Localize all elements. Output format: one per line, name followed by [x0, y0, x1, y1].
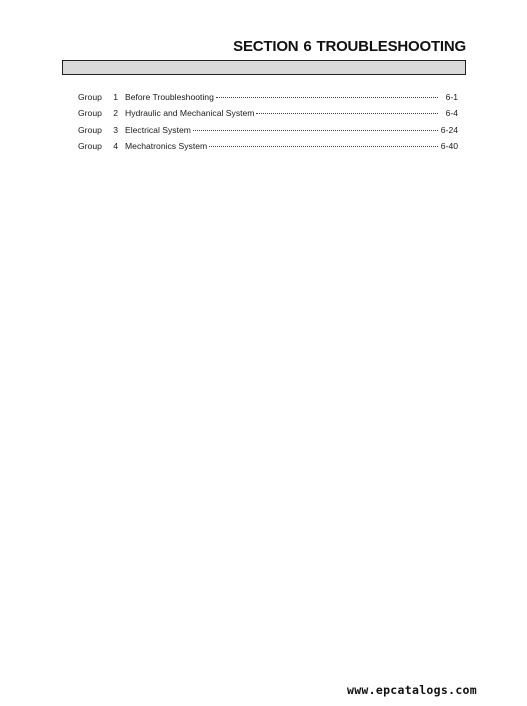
toc-entry-title: Electrical System — [125, 124, 191, 135]
toc-dot-leader — [209, 146, 438, 147]
toc-entry-group-4[interactable] — [78, 141, 458, 157]
toc-group-number: 1 — [113, 92, 118, 102]
toc-dot-leader — [256, 113, 438, 114]
toc-dot-leader — [193, 130, 438, 131]
toc-page-number: 6-4 — [445, 108, 458, 119]
section-title: SECTION 6 TROUBLESHOOTING — [233, 38, 466, 55]
toc-group-number: 4 — [113, 140, 118, 151]
toc-group-label: Group — [78, 124, 102, 135]
toc-entry-group-3[interactable] — [78, 125, 458, 141]
table-of-contents — [78, 92, 458, 157]
title-bar-rule — [62, 60, 466, 75]
toc-group-label: Group — [78, 92, 102, 102]
site-watermark: www.epcatalogs.com — [346, 683, 477, 697]
toc-entry-title: Hydraulic and Mechanical System — [125, 108, 255, 119]
toc-group-label: Group — [78, 140, 102, 151]
toc-group-number: 2 — [113, 108, 118, 119]
toc-entry-group-1[interactable] — [78, 92, 458, 108]
toc-entry-group-2[interactable] — [78, 108, 458, 124]
toc-entry-title: Before Troubleshooting — [125, 92, 214, 102]
toc-entry-title: Mechatronics System — [125, 140, 208, 151]
toc-dot-leader — [216, 97, 438, 98]
toc-page-number: 6-1 — [445, 92, 458, 102]
toc-group-number: 3 — [113, 124, 118, 135]
toc-page-number: 6-24 — [440, 124, 458, 135]
toc-page-number: 6-40 — [440, 140, 458, 151]
toc-group-label: Group — [78, 108, 102, 119]
